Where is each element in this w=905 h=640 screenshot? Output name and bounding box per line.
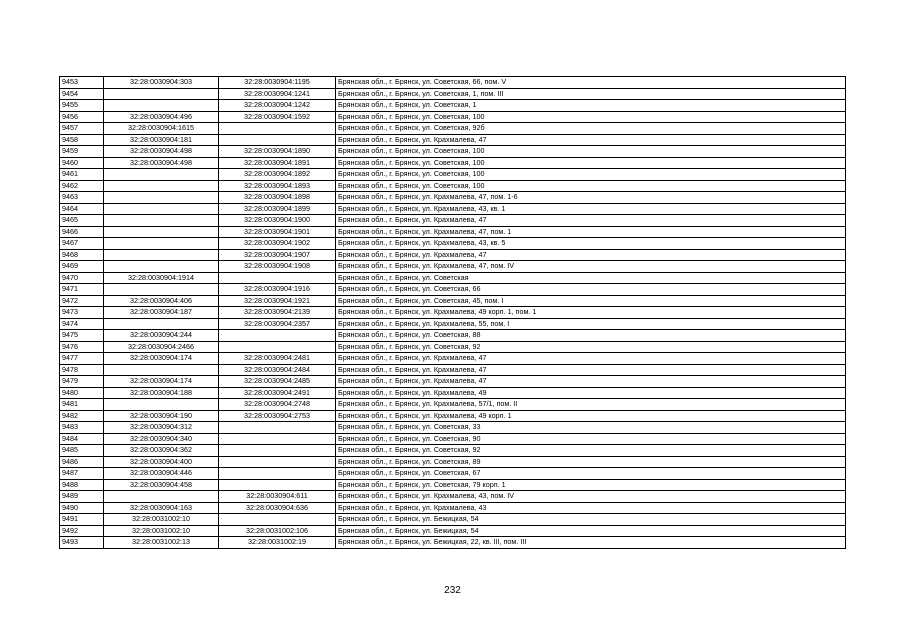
- address-cell: Брянская обл., г. Брянск, ул. Крахмалева, 43, кв. 1: [336, 203, 846, 215]
- table-row: [60, 77, 846, 89]
- cadastral-number-cell: 32:28:0030904:174: [104, 376, 219, 388]
- address-cell: Брянская обл., г. Брянск, ул. Советская, 66, пом. V: [336, 77, 846, 89]
- row-number-cell: 9463: [60, 192, 104, 204]
- registry-table-body: [60, 77, 846, 549]
- cadastral-number-cell: [104, 399, 219, 411]
- object-cadastral-number-cell: 32:28:0030904:1900: [219, 215, 336, 227]
- object-cadastral-number-cell: 32:28:0030904:2139: [219, 307, 336, 319]
- row-number-cell: 9480: [60, 387, 104, 399]
- row-number-cell: 9472: [60, 295, 104, 307]
- address-cell: Брянская обл., г. Брянск, ул. Крахмалева, 43, пом. IV: [336, 491, 846, 503]
- row-number-cell: 9458: [60, 134, 104, 146]
- table-row: [60, 192, 846, 204]
- table-row: [60, 387, 846, 399]
- address-cell: Брянская обл., г. Брянск, ул. Крахмалева, 47: [336, 364, 846, 376]
- address-cell: Брянская обл., г. Брянск, ул. Советская, 66: [336, 284, 846, 296]
- row-number-cell: 9491: [60, 514, 104, 526]
- address-cell: Брянская обл., г. Брянск, ул. Крахмалева, 49 корп. 1, пом. 1: [336, 307, 846, 319]
- cadastral-number-cell: [104, 491, 219, 503]
- cadastral-number-cell: 32:28:0030904:340: [104, 433, 219, 445]
- object-cadastral-number-cell: 32:28:0030904:2484: [219, 364, 336, 376]
- row-number-cell: 9469: [60, 261, 104, 273]
- table-row: [60, 215, 846, 227]
- object-cadastral-number-cell: [219, 514, 336, 526]
- table-row: [60, 111, 846, 123]
- object-cadastral-number-cell: 32:28:0030904:2491: [219, 387, 336, 399]
- row-number-cell: 9471: [60, 284, 104, 296]
- row-number-cell: 9479: [60, 376, 104, 388]
- table-row: [60, 272, 846, 284]
- address-cell: Брянская обл., г. Брянск, ул. Советская, 67: [336, 468, 846, 480]
- address-cell: Брянская обл., г. Брянск, ул. Советская, 89: [336, 456, 846, 468]
- table-row: [60, 399, 846, 411]
- address-cell: Брянская обл., г. Брянск, ул. Крахмалева, 47, пом. 1-6: [336, 192, 846, 204]
- object-cadastral-number-cell: 32:28:0031002:19: [219, 537, 336, 549]
- address-cell: Брянская обл., г. Брянск, ул. Советская, 92: [336, 341, 846, 353]
- address-cell: Брянская обл., г. Брянск, ул. Бежицкая, 22, кв. III, пом. III: [336, 537, 846, 549]
- table-row: [60, 433, 846, 445]
- table-row: [60, 376, 846, 388]
- object-cadastral-number-cell: [219, 468, 336, 480]
- address-cell: Брянская обл., г. Брянск, ул. Советская, 100: [336, 111, 846, 123]
- address-cell: Брянская обл., г. Брянск, ул. Советская, 92: [336, 445, 846, 457]
- cadastral-number-cell: [104, 249, 219, 261]
- address-cell: Брянская обл., г. Брянск, ул. Советская, 1: [336, 100, 846, 112]
- table-row: [60, 514, 846, 526]
- object-cadastral-number-cell: 32:28:0030904:636: [219, 502, 336, 514]
- row-number-cell: 9464: [60, 203, 104, 215]
- row-number-cell: 9488: [60, 479, 104, 491]
- row-number-cell: 9461: [60, 169, 104, 181]
- object-cadastral-number-cell: 32:28:0030904:1899: [219, 203, 336, 215]
- table-row: [60, 525, 846, 537]
- table-row: [60, 203, 846, 215]
- table-row: [60, 261, 846, 273]
- address-cell: Брянская обл., г. Брянск, ул. Крахмалева, 43, кв. 5: [336, 238, 846, 250]
- address-cell: Брянская обл., г. Брянск, ул. Крахмалева, 47: [336, 215, 846, 227]
- row-number-cell: 9474: [60, 318, 104, 330]
- object-cadastral-number-cell: 32:28:0030904:2481: [219, 353, 336, 365]
- object-cadastral-number-cell: 32:28:0030904:1901: [219, 226, 336, 238]
- object-cadastral-number-cell: 32:28:0030904:2748: [219, 399, 336, 411]
- cadastral-number-cell: 32:28:0030904:163: [104, 502, 219, 514]
- cadastral-number-cell: [104, 215, 219, 227]
- cadastral-number-cell: [104, 318, 219, 330]
- table-row: [60, 100, 846, 112]
- cadastral-number-cell: 32:28:0030904:362: [104, 445, 219, 457]
- table-row: [60, 330, 846, 342]
- cadastral-number-cell: 32:28:0031002:13: [104, 537, 219, 549]
- object-cadastral-number-cell: [219, 433, 336, 445]
- object-cadastral-number-cell: 32:28:0030904:1902: [219, 238, 336, 250]
- row-number-cell: 9475: [60, 330, 104, 342]
- object-cadastral-number-cell: 32:28:0030904:1195: [219, 77, 336, 89]
- row-number-cell: 9453: [60, 77, 104, 89]
- cadastral-number-cell: 32:28:0030904:188: [104, 387, 219, 399]
- table-row: [60, 134, 846, 146]
- table-row: [60, 502, 846, 514]
- cadastral-number-cell: [104, 192, 219, 204]
- cadastral-number-cell: [104, 261, 219, 273]
- cadastral-number-cell: [104, 180, 219, 192]
- object-cadastral-number-cell: [219, 341, 336, 353]
- cadastral-number-cell: [104, 238, 219, 250]
- object-cadastral-number-cell: [219, 456, 336, 468]
- table-row: [60, 422, 846, 434]
- object-cadastral-number-cell: [219, 272, 336, 284]
- row-number-cell: 9465: [60, 215, 104, 227]
- object-cadastral-number-cell: 32:28:0030904:2753: [219, 410, 336, 422]
- object-cadastral-number-cell: 32:28:0030904:611: [219, 491, 336, 503]
- object-cadastral-number-cell: 32:28:0030904:1898: [219, 192, 336, 204]
- row-number-cell: 9457: [60, 123, 104, 135]
- address-cell: Брянская обл., г. Брянск, ул. Крахмалева, 47: [336, 376, 846, 388]
- table-row: [60, 169, 846, 181]
- object-cadastral-number-cell: 32:28:0030904:2485: [219, 376, 336, 388]
- cadastral-number-cell: 32:28:0030904:1914: [104, 272, 219, 284]
- cadastral-number-cell: 32:28:0030904:187: [104, 307, 219, 319]
- object-cadastral-number-cell: [219, 330, 336, 342]
- row-number-cell: 9477: [60, 353, 104, 365]
- object-cadastral-number-cell: [219, 479, 336, 491]
- object-cadastral-number-cell: 32:28:0031002:106: [219, 525, 336, 537]
- row-number-cell: 9456: [60, 111, 104, 123]
- cadastral-number-cell: [104, 284, 219, 296]
- cadastral-number-cell: 32:28:0030904:400: [104, 456, 219, 468]
- object-cadastral-number-cell: 32:28:0030904:1908: [219, 261, 336, 273]
- cadastral-number-cell: 32:28:0030904:2466: [104, 341, 219, 353]
- page-number: 232: [444, 585, 461, 596]
- address-cell: Брянская обл., г. Брянск, ул. Советская, 88: [336, 330, 846, 342]
- address-cell: Брянская обл., г. Брянск, ул. Крахмалева, 49: [336, 387, 846, 399]
- cadastral-number-cell: 32:28:0030904:181: [104, 134, 219, 146]
- cadastral-number-cell: 32:28:0030904:303: [104, 77, 219, 89]
- address-cell: Брянская обл., г. Брянск, ул. Крахмалева, 47: [336, 134, 846, 146]
- object-cadastral-number-cell: 32:28:0030904:1890: [219, 146, 336, 158]
- cadastral-number-cell: 32:28:0031002:10: [104, 514, 219, 526]
- row-number-cell: 9481: [60, 399, 104, 411]
- row-number-cell: 9470: [60, 272, 104, 284]
- address-cell: Брянская обл., г. Брянск, ул. Советская, 100: [336, 169, 846, 181]
- address-cell: Брянская обл., г. Брянск, ул. Советская, 90: [336, 433, 846, 445]
- row-number-cell: 9486: [60, 456, 104, 468]
- row-number-cell: 9468: [60, 249, 104, 261]
- row-number-cell: 9460: [60, 157, 104, 169]
- object-cadastral-number-cell: 32:28:0030904:2357: [219, 318, 336, 330]
- row-number-cell: 9489: [60, 491, 104, 503]
- table-row: [60, 537, 846, 549]
- table-row: [60, 364, 846, 376]
- table-row: [60, 238, 846, 250]
- object-cadastral-number-cell: 32:28:0030904:1241: [219, 88, 336, 100]
- address-cell: Брянская обл., г. Брянск, ул. Бежицкая, 54: [336, 514, 846, 526]
- object-cadastral-number-cell: [219, 134, 336, 146]
- address-cell: Брянская обл., г. Брянск, ул. Крахмалева, 47: [336, 353, 846, 365]
- object-cadastral-number-cell: [219, 123, 336, 135]
- table-row: [60, 157, 846, 169]
- table-row: [60, 180, 846, 192]
- cadastral-number-cell: 32:28:0030904:1615: [104, 123, 219, 135]
- cadastral-number-cell: 32:28:0030904:174: [104, 353, 219, 365]
- row-number-cell: 9466: [60, 226, 104, 238]
- cadastral-number-cell: 32:28:0030904:498: [104, 146, 219, 158]
- row-number-cell: 9490: [60, 502, 104, 514]
- object-cadastral-number-cell: [219, 445, 336, 457]
- address-cell: Брянская обл., г. Брянск, ул. Крахмалева, 57/1, пом. II: [336, 399, 846, 411]
- row-number-cell: 9482: [60, 410, 104, 422]
- table-row: [60, 88, 846, 100]
- object-cadastral-number-cell: 32:28:0030904:1892: [219, 169, 336, 181]
- table-row: [60, 226, 846, 238]
- object-cadastral-number-cell: 32:28:0030904:1592: [219, 111, 336, 123]
- address-cell: Брянская обл., г. Брянск, ул. Крахмалева, 43: [336, 502, 846, 514]
- row-number-cell: 9459: [60, 146, 104, 158]
- table-row: [60, 468, 846, 480]
- cadastral-number-cell: [104, 169, 219, 181]
- cadastral-number-cell: 32:28:0030904:446: [104, 468, 219, 480]
- cadastral-number-cell: 32:28:0030904:458: [104, 479, 219, 491]
- cadastral-number-cell: [104, 203, 219, 215]
- row-number-cell: 9476: [60, 341, 104, 353]
- registry-table: [59, 76, 846, 549]
- cadastral-number-cell: 32:28:0030904:244: [104, 330, 219, 342]
- address-cell: Брянская обл., г. Брянск, ул. Крахмалева, 49 корп. 1: [336, 410, 846, 422]
- row-number-cell: 9467: [60, 238, 104, 250]
- cadastral-number-cell: 32:28:0030904:498: [104, 157, 219, 169]
- table-row: [60, 353, 846, 365]
- address-cell: Брянская обл., г. Брянск, ул. Советская: [336, 272, 846, 284]
- address-cell: Брянская обл., г. Брянск, ул. Советская, 92б: [336, 123, 846, 135]
- table-row: [60, 249, 846, 261]
- address-cell: Брянская обл., г. Брянск, ул. Советская, 100: [336, 157, 846, 169]
- object-cadastral-number-cell: 32:28:0030904:1921: [219, 295, 336, 307]
- address-cell: Брянская обл., г. Брянск, ул. Советская, 45, пом. I: [336, 295, 846, 307]
- table-row: [60, 491, 846, 503]
- object-cadastral-number-cell: 32:28:0030904:1891: [219, 157, 336, 169]
- cadastral-number-cell: [104, 226, 219, 238]
- address-cell: Брянская обл., г. Брянск, ул. Крахмалева, 55, пом. I: [336, 318, 846, 330]
- table-row: [60, 318, 846, 330]
- row-number-cell: 9484: [60, 433, 104, 445]
- cadastral-number-cell: [104, 100, 219, 112]
- address-cell: Брянская обл., г. Брянск, ул. Крахмалева, 47, пом. IV: [336, 261, 846, 273]
- row-number-cell: 9462: [60, 180, 104, 192]
- table-row: [60, 456, 846, 468]
- table-row: [60, 284, 846, 296]
- row-number-cell: 9455: [60, 100, 104, 112]
- cadastral-number-cell: [104, 88, 219, 100]
- row-number-cell: 9454: [60, 88, 104, 100]
- table-row: [60, 307, 846, 319]
- object-cadastral-number-cell: 32:28:0030904:1242: [219, 100, 336, 112]
- object-cadastral-number-cell: 32:28:0030904:1916: [219, 284, 336, 296]
- cadastral-number-cell: 32:28:0030904:312: [104, 422, 219, 434]
- row-number-cell: 9478: [60, 364, 104, 376]
- row-number-cell: 9492: [60, 525, 104, 537]
- object-cadastral-number-cell: 32:28:0030904:1907: [219, 249, 336, 261]
- table-row: [60, 445, 846, 457]
- object-cadastral-number-cell: [219, 422, 336, 434]
- address-cell: Брянская обл., г. Брянск, ул. Крахмалева, 47: [336, 249, 846, 261]
- cadastral-number-cell: 32:28:0030904:496: [104, 111, 219, 123]
- cadastral-number-cell: 32:28:0031002:10: [104, 525, 219, 537]
- address-cell: Брянская обл., г. Брянск, ул. Советская, 33: [336, 422, 846, 434]
- row-number-cell: 9487: [60, 468, 104, 480]
- object-cadastral-number-cell: 32:28:0030904:1893: [219, 180, 336, 192]
- row-number-cell: 9483: [60, 422, 104, 434]
- table-row: [60, 410, 846, 422]
- address-cell: Брянская обл., г. Брянск, ул. Советская, 100: [336, 146, 846, 158]
- table-row: [60, 123, 846, 135]
- cadastral-number-cell: 32:28:0030904:190: [104, 410, 219, 422]
- table-row: [60, 146, 846, 158]
- address-cell: Брянская обл., г. Брянск, ул. Крахмалева, 47, пом. 1: [336, 226, 846, 238]
- row-number-cell: 9493: [60, 537, 104, 549]
- row-number-cell: 9485: [60, 445, 104, 457]
- address-cell: Брянская обл., г. Брянск, ул. Советская, 1, пом. III: [336, 88, 846, 100]
- row-number-cell: 9473: [60, 307, 104, 319]
- cadastral-number-cell: 32:28:0030904:406: [104, 295, 219, 307]
- table-row: [60, 295, 846, 307]
- cadastral-number-cell: [104, 364, 219, 376]
- address-cell: Брянская обл., г. Брянск, ул. Бежицкая, 54: [336, 525, 846, 537]
- address-cell: Брянская обл., г. Брянск, ул. Советская, 79 корп. 1: [336, 479, 846, 491]
- table-row: [60, 479, 846, 491]
- table-row: [60, 341, 846, 353]
- address-cell: Брянская обл., г. Брянск, ул. Советская, 100: [336, 180, 846, 192]
